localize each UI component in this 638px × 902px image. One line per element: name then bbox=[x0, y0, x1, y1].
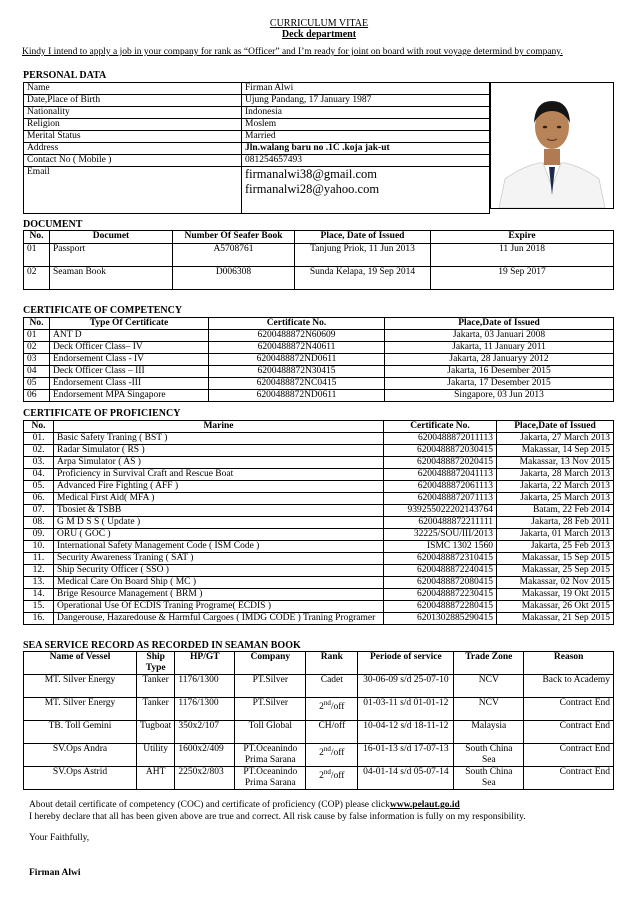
table-cell: 14. bbox=[24, 589, 54, 601]
field-value: Indonesia bbox=[242, 107, 490, 119]
table-row bbox=[24, 354, 614, 366]
table-cell: 6200488872041113 bbox=[384, 469, 497, 481]
table-cell: Tanker bbox=[137, 675, 175, 698]
table-cell: Medical Care On Board Ship ( MC ) bbox=[54, 577, 384, 589]
table-cell: Basic Safety Traning ( BST ) bbox=[54, 433, 384, 445]
table-cell: 6200488872080415 bbox=[384, 577, 497, 589]
field-value: Married bbox=[242, 131, 490, 143]
table-row bbox=[24, 95, 490, 107]
table-row bbox=[24, 433, 614, 445]
table-cell: Medical First Aid( MFA ) bbox=[54, 493, 384, 505]
table-cell: Malaysia bbox=[454, 721, 524, 744]
table-cell: 11 Jun 2018 bbox=[431, 244, 614, 267]
table-cell: 6200488872211111 bbox=[384, 517, 497, 529]
table-cell: Brige Resource Management ( BRM ) bbox=[54, 589, 384, 601]
table-cell: 6200488872280415 bbox=[384, 601, 497, 613]
column-header: Number Of Seafer Book bbox=[173, 231, 295, 244]
table-cell: South China Sea bbox=[454, 744, 524, 767]
table-cell: 2nd/off bbox=[306, 744, 358, 767]
table-cell: Batam, 22 Feb 2014 bbox=[497, 505, 614, 517]
column-header: Reason bbox=[524, 652, 614, 675]
table-cell: PT.Oceanindo Prima Sarana bbox=[235, 744, 306, 767]
table-row bbox=[24, 83, 490, 95]
table-cell: Back to Academy bbox=[524, 675, 614, 698]
signer-name: Firman Alwi bbox=[29, 868, 81, 878]
table-cell: 1600x2/409 bbox=[175, 744, 235, 767]
table-cell: Jakarta, 01 March 2013 bbox=[497, 529, 614, 541]
table-cell: Jakarta, 17 Desember 2015 bbox=[385, 378, 614, 390]
table-cell: South China Sea bbox=[454, 767, 524, 790]
table-cell: PT.Oceanindo Prima Sarana bbox=[235, 767, 306, 790]
table-cell: 04 bbox=[24, 366, 50, 378]
table-cell: 16-01-13 s/d 17-07-13 bbox=[358, 744, 454, 767]
table-cell: Proficiency in Survival Craft and Rescue Boat bbox=[54, 469, 384, 481]
table-cell: PT.Silver bbox=[235, 698, 306, 721]
table-cell: Jakarta, 25 March 2013 bbox=[497, 493, 614, 505]
table-cell: MT. Silver Energy bbox=[24, 698, 137, 721]
table-row bbox=[24, 565, 614, 577]
table-row bbox=[24, 119, 490, 131]
pelaut-link[interactable]: www.pelaut.go.id bbox=[389, 800, 460, 810]
table-row bbox=[24, 553, 614, 565]
table-cell: 07. bbox=[24, 505, 54, 517]
footer-declaration: I hereby declare that all has been given above are true and correct. All risk cause by false information is fully on my responsibility. bbox=[29, 812, 526, 822]
table-cell: 6200488872071113 bbox=[384, 493, 497, 505]
ordinal-suffix: nd bbox=[323, 768, 331, 776]
table-cell: 10. bbox=[24, 541, 54, 553]
table-cell: Operational Use Of ECDIS Traning Programe( ECDIS ) bbox=[54, 601, 384, 613]
table-cell: SV.Ops Astrid bbox=[24, 767, 137, 790]
table-cell: AHT bbox=[137, 767, 175, 790]
table-row bbox=[24, 378, 614, 390]
table-cell: 02. bbox=[24, 445, 54, 457]
table-cell: 939255022202143764 bbox=[384, 505, 497, 517]
column-header: Place,Date of Issued bbox=[385, 318, 614, 330]
document-heading: DOCUMENT bbox=[23, 219, 83, 230]
column-header: HP/GT bbox=[175, 652, 235, 675]
table-row bbox=[24, 143, 490, 155]
column-header: Trade Zone bbox=[454, 652, 524, 675]
table-cell: 1176/1300 bbox=[175, 698, 235, 721]
intro-text: Kindy I intend to apply a job in your company for rank as “Officer” and I’m ready for joint on board with rout voyage determind by company. bbox=[22, 47, 563, 57]
table-cell: Tbosiet & TSBB bbox=[54, 505, 384, 517]
table-cell: Makassar, 15 Sep 2015 bbox=[497, 553, 614, 565]
table-cell: 32225/SOU/III/2013 bbox=[384, 529, 497, 541]
table-cell: 03 bbox=[24, 354, 50, 366]
email-primary: firmanalwi38@gmail.com bbox=[245, 167, 377, 181]
table-cell: ISMC 1302 1560 bbox=[384, 541, 497, 553]
table-cell: Jakarta, 28 Feb 2011 bbox=[497, 517, 614, 529]
table-row bbox=[24, 481, 614, 493]
table-cell: 16. bbox=[24, 613, 54, 625]
table-row bbox=[24, 445, 614, 457]
table-row bbox=[24, 107, 490, 119]
table-cell: Toll Global bbox=[235, 721, 306, 744]
person-photo-icon bbox=[491, 83, 613, 208]
table-cell: Jakarta, 16 Desember 2015 bbox=[385, 366, 614, 378]
table-row bbox=[24, 698, 614, 721]
personal-data-table bbox=[23, 82, 490, 214]
table-row bbox=[24, 613, 614, 625]
table-cell: 06. bbox=[24, 493, 54, 505]
table-cell: D006308 bbox=[173, 267, 295, 290]
sea-service-heading: SEA SERVICE RECORD AS RECORDED IN SEAMAN BOOK bbox=[23, 640, 301, 651]
table-header-row bbox=[24, 652, 614, 675]
field-label: Date,Place of Birth bbox=[24, 95, 242, 107]
field-value: 081254657493 bbox=[242, 155, 490, 167]
column-header: Documet bbox=[50, 231, 173, 244]
table-cell: SV.Ops Andra bbox=[24, 744, 137, 767]
table-cell: Deck Officer Class – III bbox=[50, 366, 209, 378]
table-row bbox=[24, 505, 614, 517]
table-cell: 01 bbox=[24, 244, 50, 267]
column-header: Periode of service bbox=[358, 652, 454, 675]
table-row bbox=[24, 541, 614, 553]
table-cell: Contract End bbox=[524, 721, 614, 744]
table-cell: 10-04-12 s/d 18-11-12 bbox=[358, 721, 454, 744]
document-title: CURRICULUM VITAE bbox=[269, 18, 369, 29]
table-row bbox=[24, 342, 614, 354]
table-cell: NCV bbox=[454, 698, 524, 721]
table-cell: 6200488872240415 bbox=[384, 565, 497, 577]
table-cell: 6200488872N40611 bbox=[209, 342, 385, 354]
table-cell: 2nd/off bbox=[306, 698, 358, 721]
table-cell: Deck Officer Class– IV bbox=[50, 342, 209, 354]
table-cell: ANT D bbox=[50, 330, 209, 342]
sea-service-table bbox=[23, 651, 614, 790]
table-cell: Dangerouse, Hazaredouse & Harmful Cargoes ( IMDG CODE ) Traning Programer bbox=[54, 613, 384, 625]
table-cell: 30-06-09 s/d 25-07-10 bbox=[358, 675, 454, 698]
column-header: Expire bbox=[431, 231, 614, 244]
table-cell: 6200488872ND0611 bbox=[209, 390, 385, 402]
table-cell: 350x2/107 bbox=[175, 721, 235, 744]
cop-table bbox=[23, 420, 614, 625]
table-row bbox=[24, 330, 614, 342]
column-header: No. bbox=[24, 231, 50, 244]
table-cell: Endorsement MPA Singapore bbox=[50, 390, 209, 402]
table-cell: Endorsement Class -III bbox=[50, 378, 209, 390]
table-cell: 6200488872230415 bbox=[384, 589, 497, 601]
table-cell: G M D S S ( Update ) bbox=[54, 517, 384, 529]
table-row bbox=[24, 131, 490, 143]
table-cell: Makassar, 13 Nov 2015 bbox=[497, 457, 614, 469]
table-row bbox=[24, 529, 614, 541]
table-cell: 6200488872061113 bbox=[384, 481, 497, 493]
table-cell: 6200488872NC0415 bbox=[209, 378, 385, 390]
table-cell: Seaman Book bbox=[50, 267, 173, 290]
table-cell: Contract End bbox=[524, 744, 614, 767]
document-subtitle: Deck department bbox=[281, 29, 357, 40]
ordinal-suffix: nd bbox=[323, 699, 331, 707]
table-cell: Singapore, 03 Jun 2013 bbox=[385, 390, 614, 402]
table-cell: Contract End bbox=[524, 698, 614, 721]
table-cell: A5708761 bbox=[173, 244, 295, 267]
table-row bbox=[24, 390, 614, 402]
field-value: Ujung Pandang, 17 January 1987 bbox=[242, 95, 490, 107]
table-header-row bbox=[24, 318, 614, 330]
table-cell: Radar Simulator ( RS ) bbox=[54, 445, 384, 457]
table-cell: 6200488872030415 bbox=[384, 445, 497, 457]
table-cell: ORU ( GOC ) bbox=[54, 529, 384, 541]
table-row bbox=[24, 493, 614, 505]
table-cell: TB. Toll Gemini bbox=[24, 721, 137, 744]
table-cell: 6200488872N60609 bbox=[209, 330, 385, 342]
table-cell: 02 bbox=[24, 342, 50, 354]
table-cell: Makassar, 25 Sep 2015 bbox=[497, 565, 614, 577]
table-cell: Tanker bbox=[137, 698, 175, 721]
table-row bbox=[24, 721, 614, 744]
document-table bbox=[23, 230, 614, 290]
column-header: Company bbox=[235, 652, 306, 675]
table-cell: 2nd/off bbox=[306, 767, 358, 790]
table-header-row bbox=[24, 231, 614, 244]
field-label: Merital Status bbox=[24, 131, 242, 143]
table-cell: Makassar, 19 Okt 2015 bbox=[497, 589, 614, 601]
table-header-row bbox=[24, 421, 614, 433]
field-value: Jln.walang baru no .1C .koja jak-ut bbox=[242, 143, 490, 155]
table-cell: Cadet bbox=[306, 675, 358, 698]
table-row bbox=[24, 469, 614, 481]
table-cell: 06 bbox=[24, 390, 50, 402]
table-cell: 19 Sep 2017 bbox=[431, 267, 614, 290]
footer-coc-note bbox=[29, 800, 619, 810]
table-cell: Utility bbox=[137, 744, 175, 767]
table-row bbox=[24, 155, 490, 167]
table-row bbox=[24, 517, 614, 529]
column-header: No. bbox=[24, 318, 50, 330]
table-cell: 03. bbox=[24, 457, 54, 469]
table-cell: 01. bbox=[24, 433, 54, 445]
table-cell: Makassar, 21 Sep 2015 bbox=[497, 613, 614, 625]
table-cell: 12. bbox=[24, 565, 54, 577]
table-cell: MT. Silver Energy bbox=[24, 675, 137, 698]
column-header: Type Of Certificate bbox=[50, 318, 209, 330]
table-cell: Tugboat bbox=[137, 721, 175, 744]
column-header: Ship Type bbox=[137, 652, 175, 675]
table-row bbox=[24, 601, 614, 613]
field-value: Moslem bbox=[242, 119, 490, 131]
table-row bbox=[24, 366, 614, 378]
table-cell: 04. bbox=[24, 469, 54, 481]
personal-data-heading: PERSONAL DATA bbox=[23, 70, 107, 81]
table-row bbox=[24, 244, 614, 267]
field-label: Email bbox=[24, 167, 242, 214]
column-header: Rank bbox=[306, 652, 358, 675]
column-header: Certificate No. bbox=[209, 318, 385, 330]
table-cell: Sunda Kelapa, 19 Sep 2014 bbox=[295, 267, 431, 290]
table-cell: CH/off bbox=[306, 721, 358, 744]
cop-heading: CERTIFICATE OF PROFICIENCY bbox=[23, 408, 181, 419]
table-cell: 13. bbox=[24, 577, 54, 589]
table-cell: Ship Security Officer ( SSO ) bbox=[54, 565, 384, 577]
table-cell: Endorsement Class - IV bbox=[50, 354, 209, 366]
table-cell: Makassar, 14 Sep 2015 bbox=[497, 445, 614, 457]
table-cell: 6200488872N30415 bbox=[209, 366, 385, 378]
coc-heading: CERTIFICATE OF COMPETENCY bbox=[23, 305, 183, 316]
table-cell: Jakarta, 28 March 2013 bbox=[497, 469, 614, 481]
closing-text: Your Faithfully, bbox=[29, 833, 90, 843]
table-cell: Advanced Fire Fighting ( AFF ) bbox=[54, 481, 384, 493]
column-header: Place,Date of Issued bbox=[497, 421, 614, 433]
table-cell: Jakarta, 22 March 2013 bbox=[497, 481, 614, 493]
table-cell: 09. bbox=[24, 529, 54, 541]
table-cell: 6200488872020415 bbox=[384, 457, 497, 469]
table-row bbox=[24, 589, 614, 601]
table-row bbox=[24, 744, 614, 767]
table-cell: 2250x2/803 bbox=[175, 767, 235, 790]
table-cell: Security Awareness Traning ( SAT ) bbox=[54, 553, 384, 565]
email-secondary: firmanalwi28@yahoo.com bbox=[245, 182, 380, 196]
footer-note-text: About detail certificate of competency (COC) and certificate of proficiency (COP) please click bbox=[29, 800, 390, 810]
table-cell: 01 bbox=[24, 330, 50, 342]
table-row bbox=[24, 457, 614, 469]
profile-photo bbox=[490, 82, 614, 209]
field-value: Firman Alwi bbox=[242, 83, 490, 95]
table-row bbox=[24, 167, 490, 214]
table-cell: 04-01-14 s/d 05-07-14 bbox=[358, 767, 454, 790]
table-cell: 6200488872ND0611 bbox=[209, 354, 385, 366]
table-cell: 01-03-11 s/d 01-01-12 bbox=[358, 698, 454, 721]
table-cell: Arpa Simulator ( AS ) bbox=[54, 457, 384, 469]
table-cell: 15. bbox=[24, 601, 54, 613]
table-cell: Contract End bbox=[524, 767, 614, 790]
field-value bbox=[242, 167, 490, 214]
table-cell: International Safety Management Code ( ISM Code ) bbox=[54, 541, 384, 553]
table-row bbox=[24, 577, 614, 589]
column-header: Marine bbox=[54, 421, 384, 433]
field-label: Religion bbox=[24, 119, 242, 131]
table-cell: 6201302885290415 bbox=[384, 613, 497, 625]
column-header: Name of Vessel bbox=[24, 652, 137, 675]
table-cell: 05. bbox=[24, 481, 54, 493]
coc-table bbox=[23, 317, 614, 402]
table-cell: PT.Silver bbox=[235, 675, 306, 698]
table-cell: Makassar, 26 Okt 2015 bbox=[497, 601, 614, 613]
table-cell: Jakarta, 28 Januaryy 2012 bbox=[385, 354, 614, 366]
table-row bbox=[24, 267, 614, 290]
table-cell: NCV bbox=[454, 675, 524, 698]
table-row bbox=[24, 767, 614, 790]
field-label: Address bbox=[24, 143, 242, 155]
table-cell: Passport bbox=[50, 244, 173, 267]
table-cell: Makassar, 02 Nov 2015 bbox=[497, 577, 614, 589]
table-cell: 02 bbox=[24, 267, 50, 290]
field-label: Nationality bbox=[24, 107, 242, 119]
table-cell: 6200488872310415 bbox=[384, 553, 497, 565]
table-cell: Jakarta, 25 Feb 2013 bbox=[497, 541, 614, 553]
ordinal-suffix: nd bbox=[323, 745, 331, 753]
table-cell: 11. bbox=[24, 553, 54, 565]
table-cell: 08. bbox=[24, 517, 54, 529]
field-label: Contact No ( Mobile ) bbox=[24, 155, 242, 167]
table-cell: Jakarta, 03 Januari 2008 bbox=[385, 330, 614, 342]
field-label: Name bbox=[24, 83, 242, 95]
column-header: Place, Date of Issued bbox=[295, 231, 431, 244]
table-cell: 05 bbox=[24, 378, 50, 390]
table-cell: 1176/1300 bbox=[175, 675, 235, 698]
table-cell: Jakarta, 11 January 2011 bbox=[385, 342, 614, 354]
table-cell: Jakarta, 27 March 2013 bbox=[497, 433, 614, 445]
column-header: Certificate No. bbox=[384, 421, 497, 433]
table-cell: 6200488872011113 bbox=[384, 433, 497, 445]
table-cell: Tanjung Priok, 11 Jun 2013 bbox=[295, 244, 431, 267]
table-row bbox=[24, 675, 614, 698]
column-header: No. bbox=[24, 421, 54, 433]
